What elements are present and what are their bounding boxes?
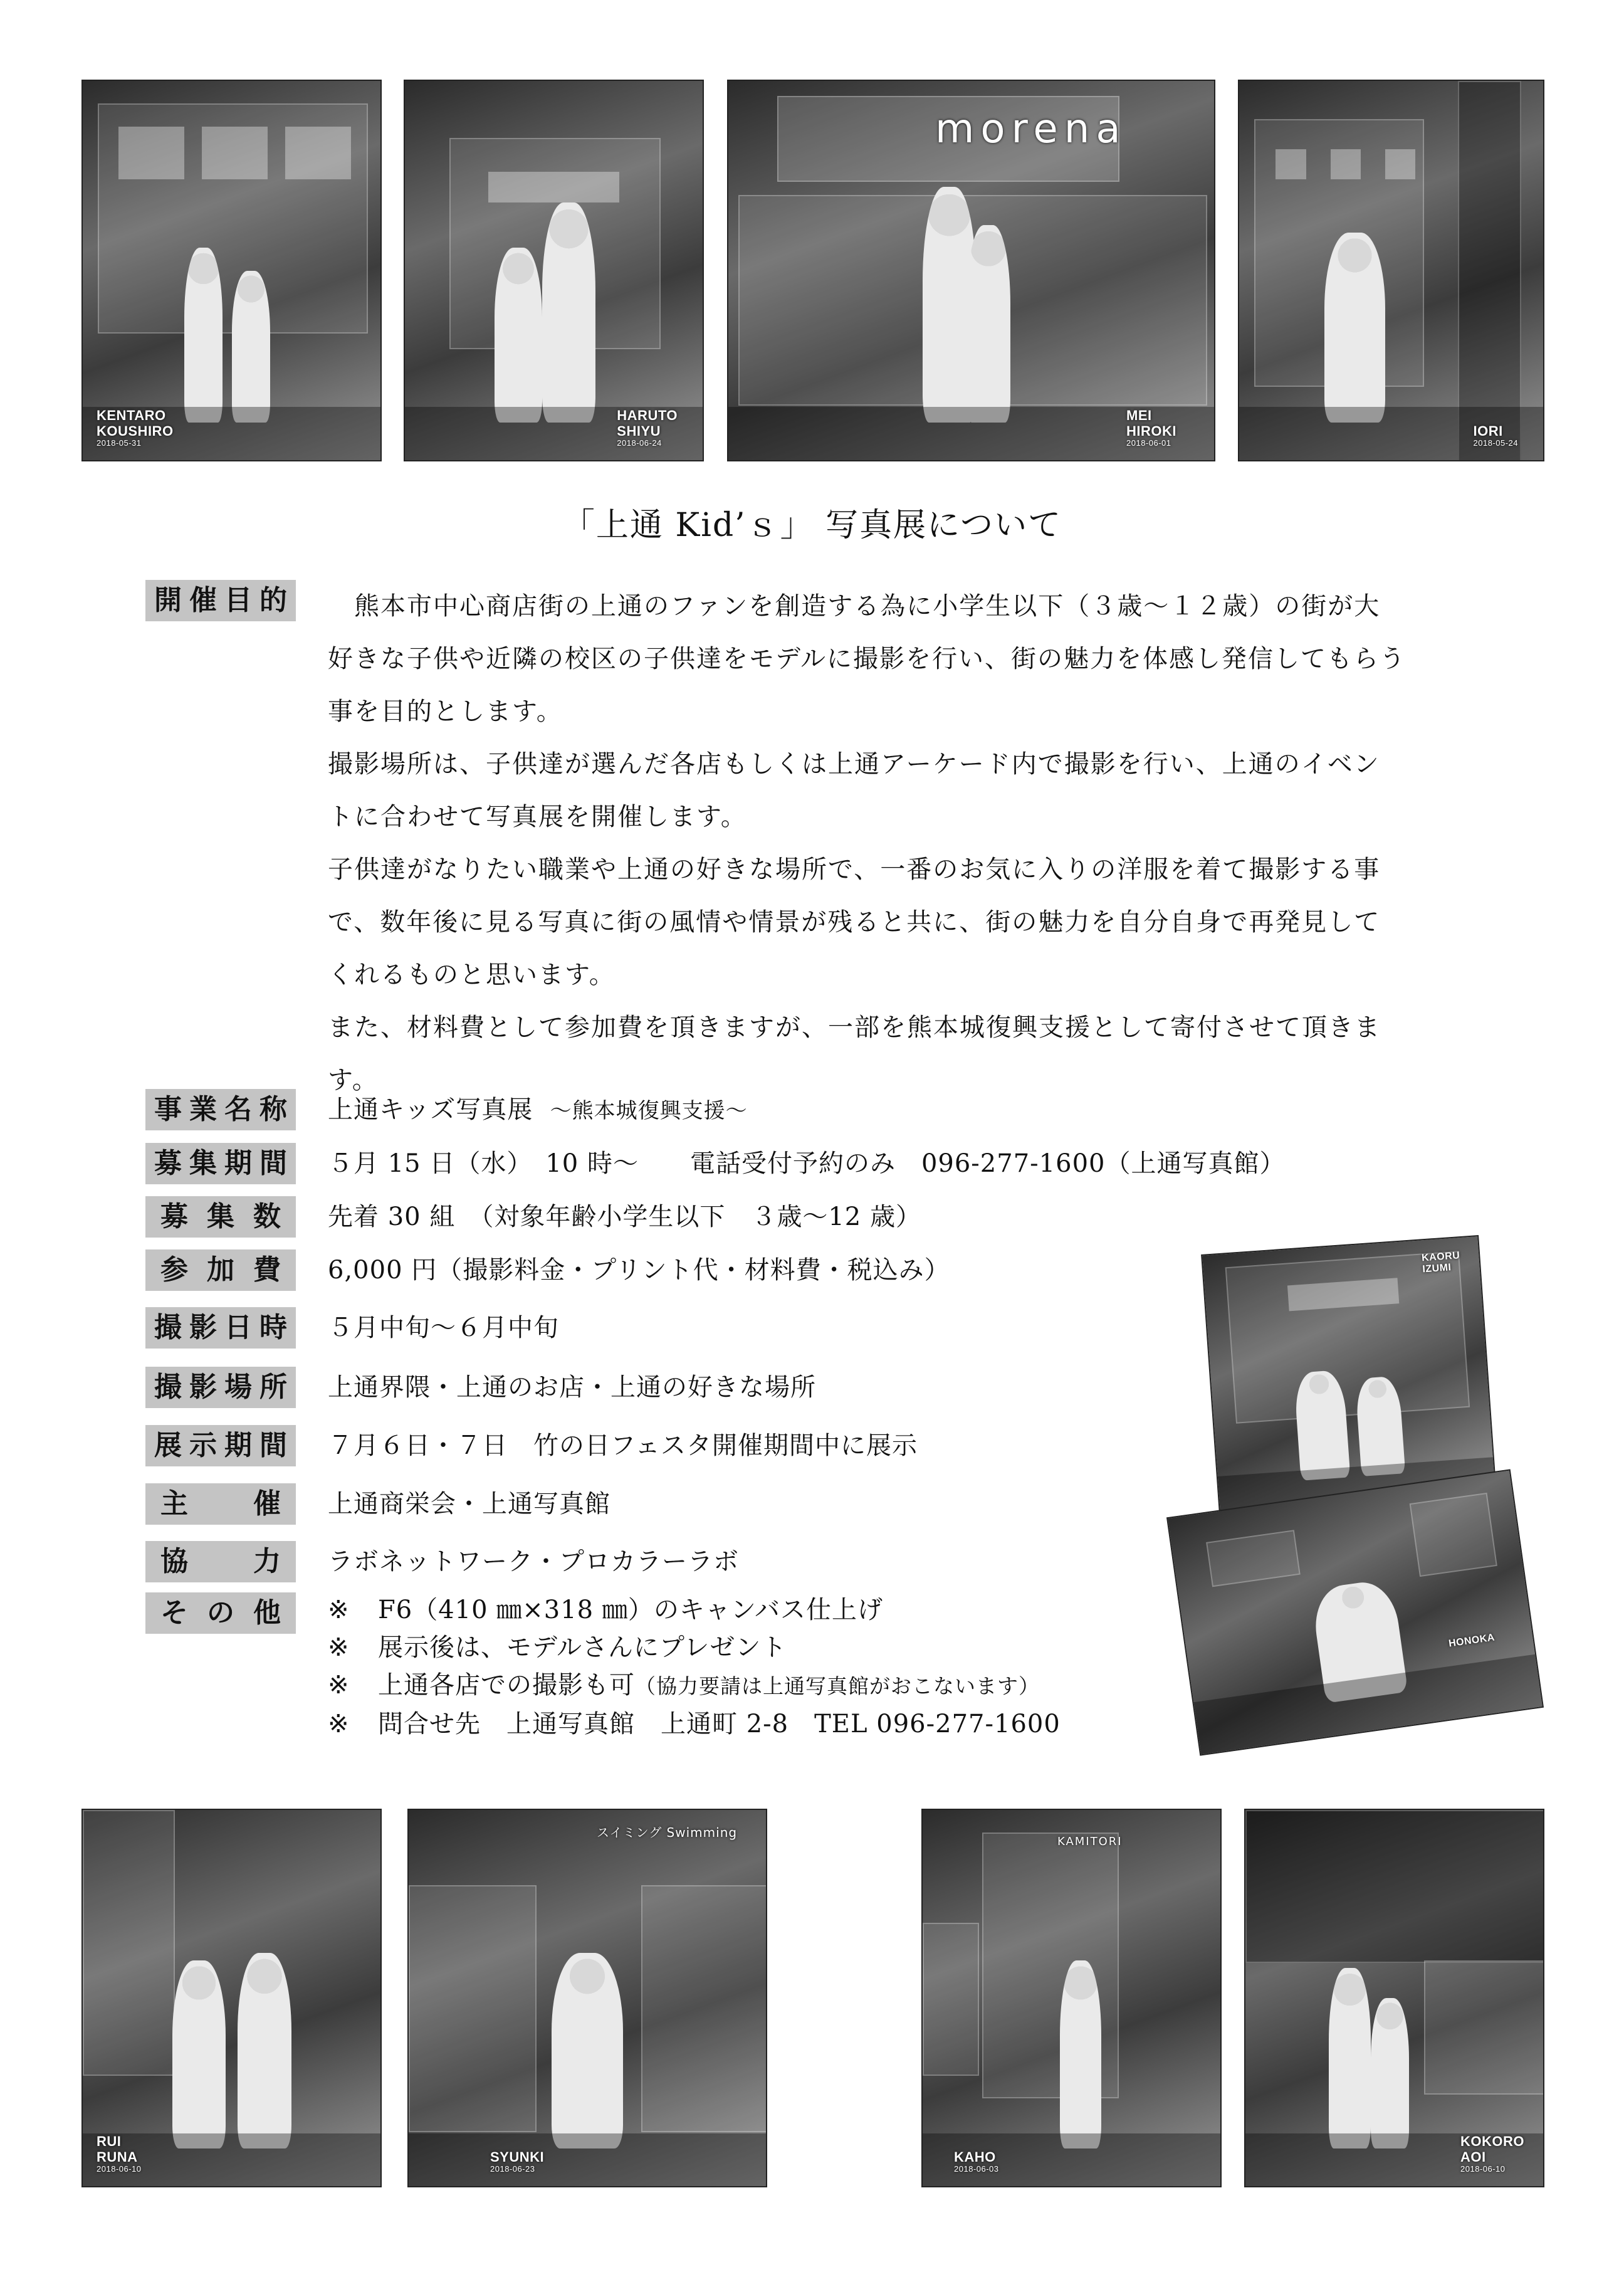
photo-kaoru-izumi [1201,1235,1497,1513]
photo-caption: HARUTO SHIYU 2018-06-24 [617,408,678,448]
label-fee: 参 加 費 [145,1249,296,1291]
value-organizer: 上通商栄会・上通写真館 [328,1490,610,1518]
value-exhibit-period: ７月６日・７日 竹の日フェスタ開催期間中に展示 [328,1431,918,1460]
photo-kentaro-koushiro [81,80,382,461]
label-project-name: 事 業 名 称 [145,1089,296,1130]
purpose-paragraph: 熊本市中心商店街の上通のファンを創造する為に小学生以下（３歳〜１２歳）の街が大好きな子供や近隣の校区の子供達をモデルに撮影を行い、街の魅力を体感し発信してもらう事を目的とします。 [328,592,1406,726]
label-recruit-count: 募 集 数 [145,1196,296,1238]
photo-scene [83,81,380,460]
photo-caption: HONOKA [1448,1632,1496,1650]
value-cooperation: ラボネットワーク・プロカラーラボ [328,1547,739,1576]
label-shoot-date: 撮 影 日 時 [145,1307,296,1349]
photo-kaho [921,1809,1222,2187]
photo-caption: KAORU IZUMI [1421,1250,1460,1275]
note-item: ※ 問合せ先 上通写真館 上通町 2-8 TEL 096-277-1600 [328,1710,1061,1738]
purpose-paragraph: 子供達がなりたい職業や上通の好きな場所で、一番のお気に入りの洋服を着て撮影する事で、数年後に見る写真に街の風情や情景が残ると共に、街の魅力を自分自身で再発見してくれるものと思います。 [328,855,1381,989]
photo-caption: MEI HIROKI 2018-06-01 [1126,408,1176,448]
photo-caption: SYUNKI 2018-06-23 [490,2148,545,2174]
photo-scene [1245,1810,1543,2186]
value-project-name: 上通キッズ写真展 〜熊本城復興支援〜 [328,1095,748,1124]
photo-syunki [407,1809,767,2187]
photo-caption: KENTARO KOUSHIRO 2018-05-31 [97,408,174,448]
photo-scene [923,1810,1220,2186]
label-organizer: 主 催 [145,1483,296,1525]
note-item: ※ 上通各店での撮影も可（協力要請は上通写真館がおこないます） [328,1671,1040,1700]
value-shoot-date: ５月中旬〜６月中旬 [328,1313,559,1342]
value-recruit-count: 先着 30 組 （対象年齢小学生以下 ３歳〜12 歳） [328,1202,921,1231]
photo-caption: KOKORO AOI 2018-06-10 [1460,2133,1524,2174]
street-sign: KAMITORI [1057,1835,1123,1848]
label-recruit-period: 募 集 期 間 [145,1143,296,1184]
other-notes [328,1591,1061,1743]
photo-haruto-shiyu [404,80,704,461]
photo-scene [409,1810,766,2186]
photo-caption: RUI RUNA 2018-06-10 [97,2133,142,2174]
photo-caption: KAHO 2018-06-03 [954,2148,999,2174]
photo-scene [1168,1471,1543,1755]
photo-scene [83,1810,380,2186]
page-title: 「上通 Kid’ｓ」 写真展について [562,507,1062,544]
photo-rui-runa [81,1809,382,2187]
photo-mei-hiroki [727,80,1215,461]
photo-scene [1202,1236,1496,1512]
store-sign: morena [935,106,1127,152]
label-purpose: 開 催 目 的 [145,580,296,621]
photo-iori [1238,80,1544,461]
photo-scene [405,81,703,460]
value-fee: 6,000 円（撮影料金・プリント代・材料費・税込み） [328,1256,950,1285]
note-item: ※ F6（410 ㎜×318 ㎜）のキャンバス仕上げ [328,1596,884,1624]
value-shoot-place: 上通界隈・上通のお店・上通の好きな場所 [328,1373,816,1402]
photo-scene [1239,81,1543,460]
purpose-text [328,580,1406,1107]
photo-kokoro-aoi [1244,1809,1544,2187]
label-cooperation: 協 力 [145,1541,296,1582]
photo-honoka [1166,1469,1544,1755]
purpose-paragraph: また、材料費として参加費を頂きますが、一部を熊本城復興支援として寄付させて頂きます。 [328,1013,1381,1095]
note-item: ※ 展示後は、モデルさんにプレゼント [328,1633,787,1662]
label-shoot-place: 撮 影 場 所 [145,1367,296,1408]
label-other: そ の 他 [145,1592,296,1634]
photo-caption: IORI 2018-05-24 [1473,423,1518,448]
store-sign: スイミング Swimming [597,1825,738,1840]
value-recruit-period: ５月 15 日（水） 10 時〜 電話受付予約のみ 096-277-1600（上通写真館） [328,1149,1286,1178]
label-exhibit-period: 展 示 期 間 [145,1425,296,1466]
purpose-paragraph: 撮影場所は、子供達が選んだ各店もしくは上通アーケード内で撮影を行い、上通のイベントに合わせて写真展を開催します。 [328,750,1380,831]
